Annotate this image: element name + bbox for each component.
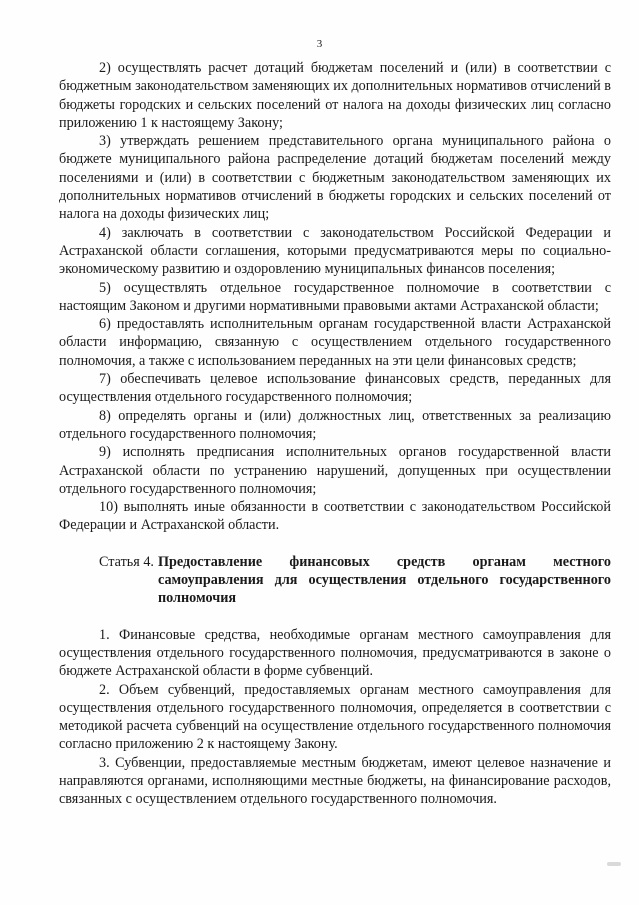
article-paragraph-2: 2. Объем субвенций, предоставляемых органам местного самоуправления для осуществления отдельного государственного полномочия, определяется в соответствии с методикой расчета субвенций на осуществление отдельного государственного полномочия согласно приложению 2 к настоящему Закону. bbox=[59, 681, 611, 753]
article-title: Предоставление финансовых средств органам местного самоуправления для осуществления отдельного государственного полномочия bbox=[157, 553, 611, 607]
list-item-2: 2) осуществлять расчет дотаций бюджетам поселений и (или) в соответствии с бюджетным законодательством заменяющих их дополнительных нормативов отчислений в бюджеты городских и сельских поселений от налога на доходы физических лиц согласно приложению 1 к настоящему Закону; bbox=[59, 60, 611, 131]
list-item-9: 9) исполнять предписания исполнительных органов государственной власти Астраханской области по устранению нарушений, допущенных при осуществлении отдельного государственного полномочия; bbox=[59, 444, 611, 497]
article-body bbox=[59, 626, 611, 809]
article-paragraph-3: 3. Субвенции, предоставляемые местным бюджетам, имеют целевое назначение и направляются органами, исполняющими местные бюджеты, на финансирование расходов, связанных с осуществлением отдельного государственного полномочия. bbox=[59, 754, 611, 808]
article-paragraph-1: 1. Финансовые средства, необходимые органам местного самоуправления для осуществления отдельного государственного полномочия, предусматриваются в законе о бюджете Астраханской области в форме субвенций. bbox=[59, 626, 611, 680]
list-item-3: 3) утверждать решением представительного органа муниципального района о бюджете муниципального района распределение дотаций бюджетам поселений между поселениями и (или) в соответствии с бюджетным законодательством заменяющих их дополнительных нормативов отчислений в бюджеты городских и сельских поселений от налога на доходы физических лиц; bbox=[59, 133, 611, 223]
list-item-4: 4) заключать в соответствии с законодательством Российской Федерации и Астраханской области соглашения, которыми предусматриваются меры по социально-экономическому развитию и оздоровлению муниципальных финансов поселения; bbox=[59, 224, 611, 278]
article-heading bbox=[59, 553, 611, 608]
list-item-5: 5) осуществлять отдельное государственное полномочие в соответствии с настоящим Законом и другими нормативными правовыми актами Астраханской области; bbox=[59, 279, 611, 314]
page-number: 3 bbox=[316, 38, 323, 50]
list-item-7: 7) обеспечивать целевое использование финансовых средств, переданных для осуществления отдельного государственного полномочия; bbox=[59, 371, 611, 406]
article-number: Статья 4. bbox=[99, 553, 154, 570]
list-item-8: 8) определять органы и (или) должностных лиц, ответственных за реализацию отдельного государственного полномочия; bbox=[59, 407, 611, 442]
document-body bbox=[59, 59, 611, 809]
list-item-6: 6) предоставлять исполнительным органам государственной власти Астраханской области информацию, связанную с осуществлением отдельного государственного полномочия, а также с использованием переданных на эти цели финансовых средств; bbox=[59, 316, 611, 369]
list-item-10: 10) выполнять иные обязанности в соответствии с законодательством Российской Федерации и Астраханской области. bbox=[59, 499, 611, 534]
scan-artifact bbox=[607, 862, 621, 866]
